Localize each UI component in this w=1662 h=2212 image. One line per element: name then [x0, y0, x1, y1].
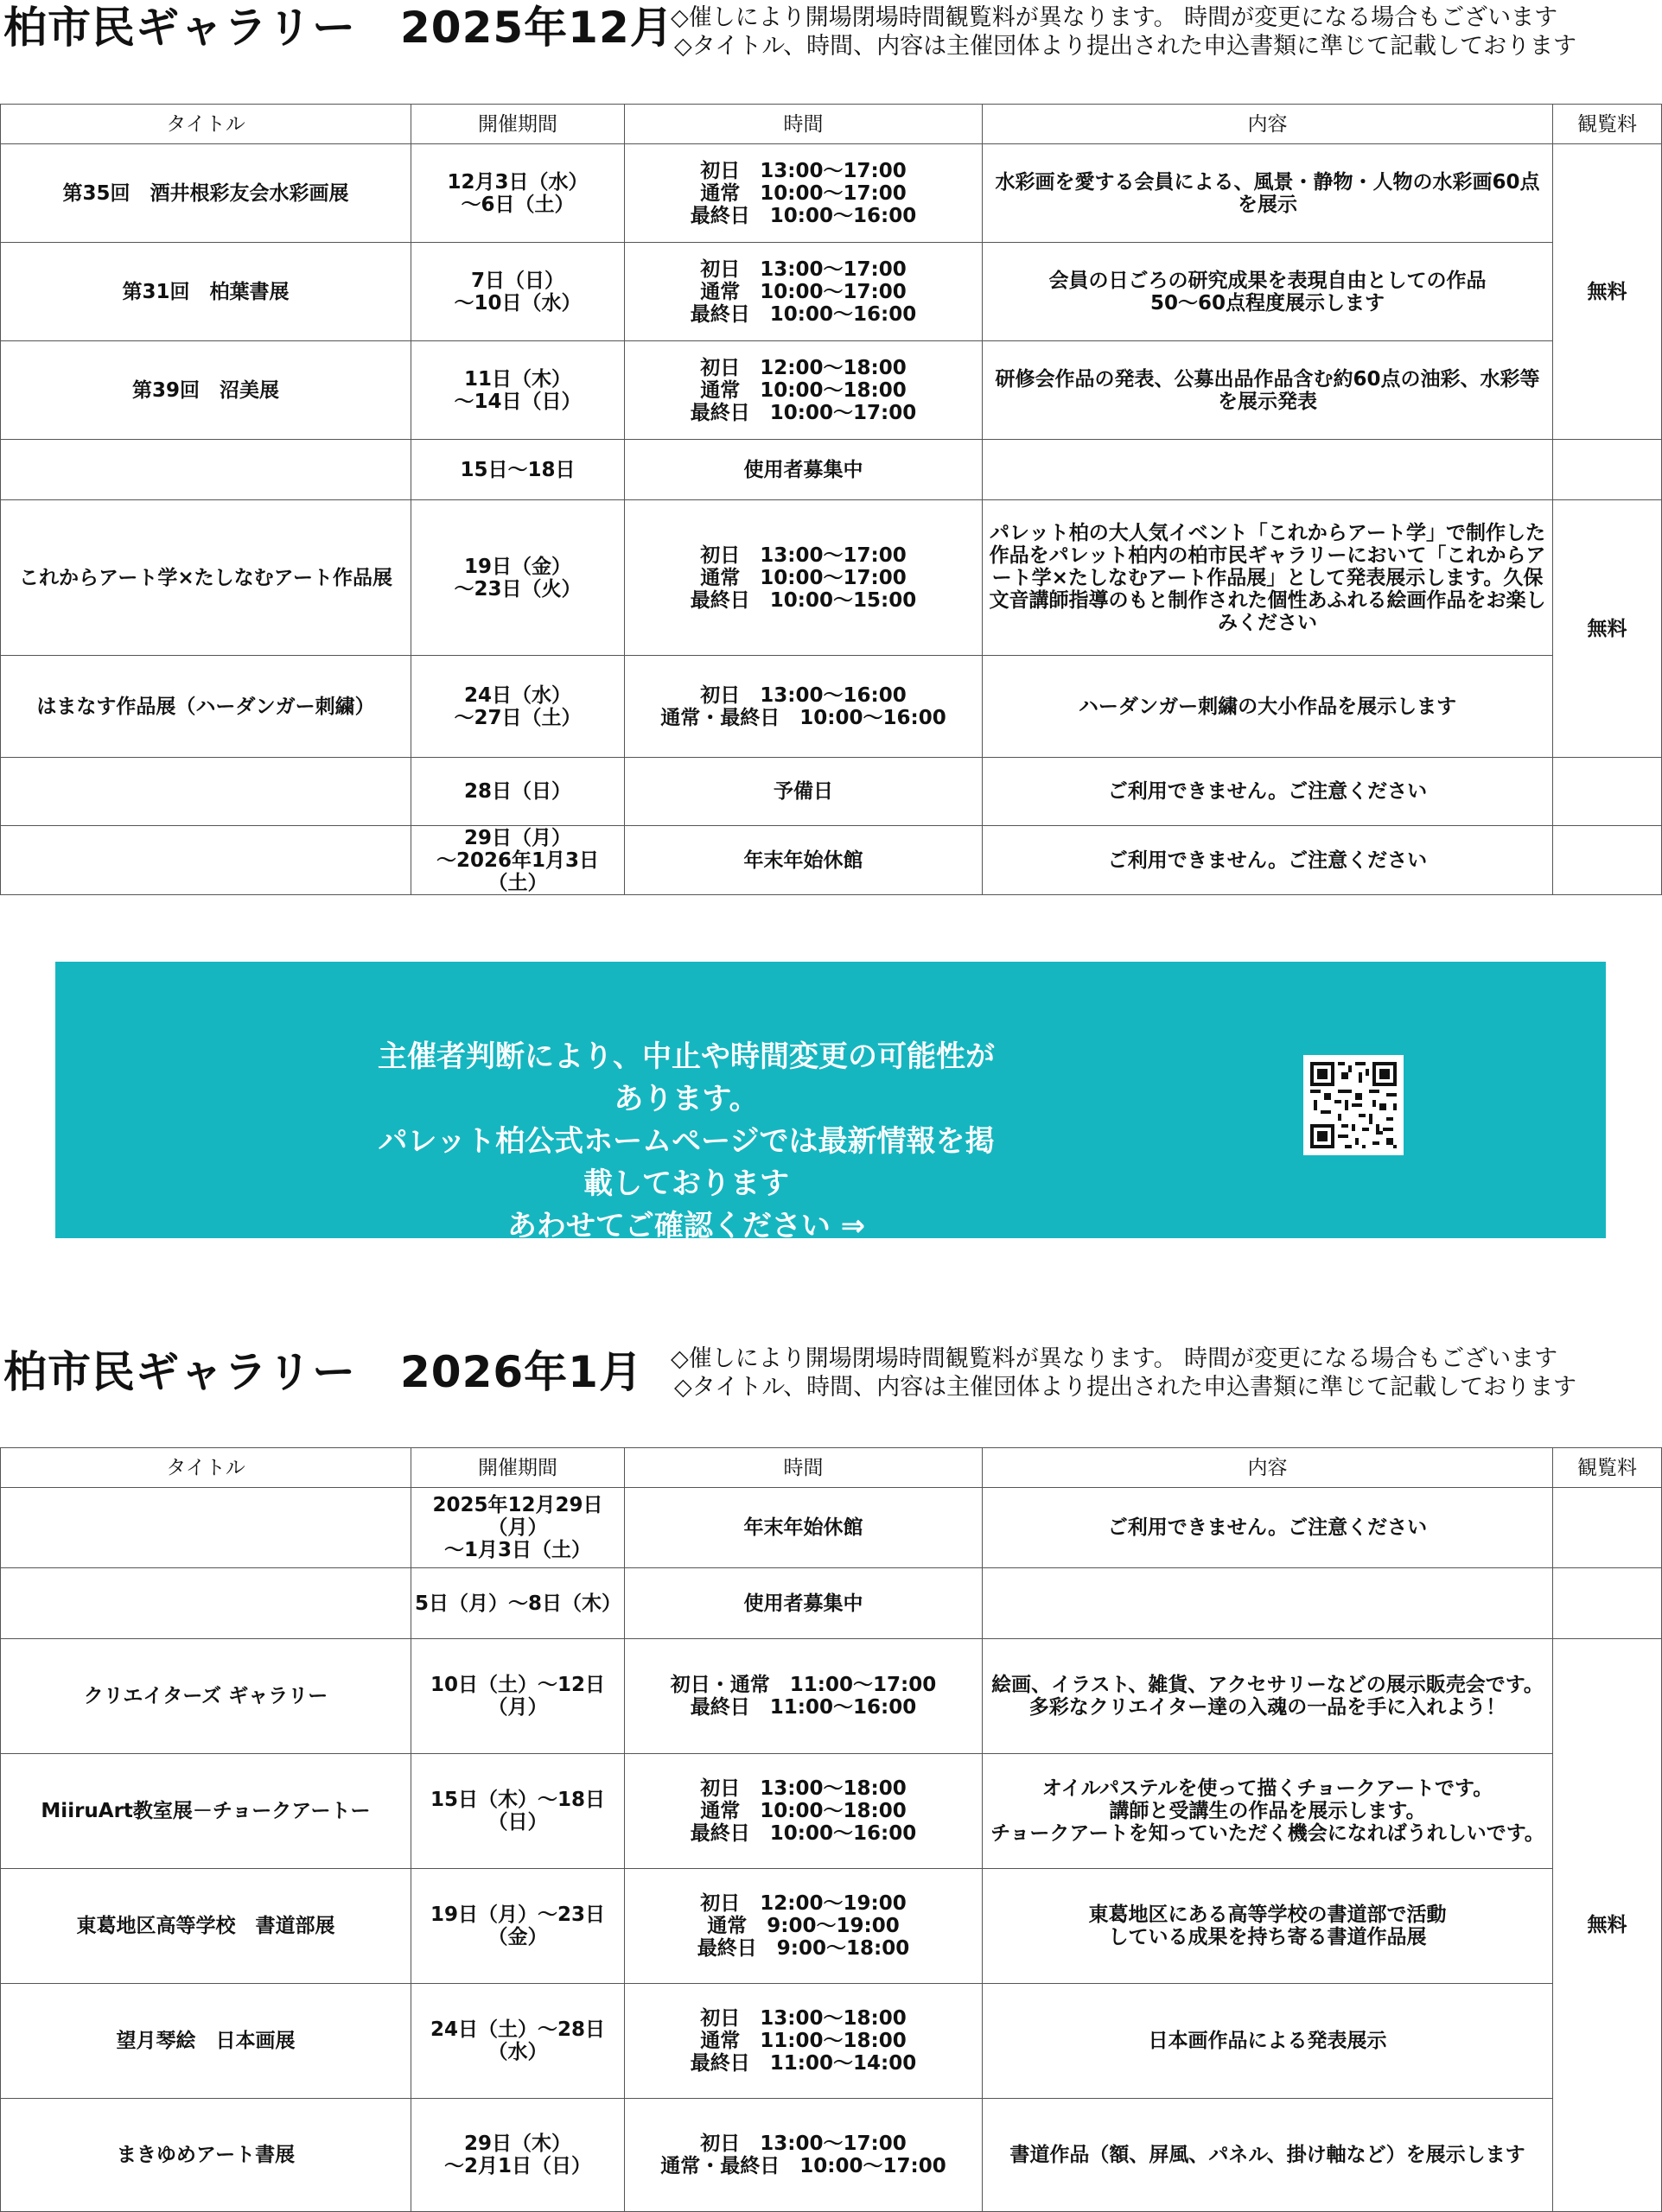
event-content: ご利用できません。ご注意ください — [983, 826, 1553, 895]
event-time: 初日 13:00～16:00 通常・最終日 10:00～16:00 — [625, 656, 983, 758]
notice-banner — [55, 962, 1606, 1243]
event-time: 初日 13:00～18:00 通常 10:00～18:00 最終日 10:00～16:00 — [625, 1754, 983, 1869]
header-fee: 観覧料 — [1553, 105, 1662, 144]
header-period: 開催期間 — [411, 1448, 625, 1488]
banner-line-2: パレット柏公式ホームページでは最新情報を掲載しております — [378, 1124, 995, 1201]
table-row — [1, 440, 1662, 500]
event-title: クリエイターズ ギャラリー — [1, 1639, 411, 1754]
event-time: 初日 12:00～18:00 通常 10:00～18:00 最終日 10:00～17:00 — [625, 341, 983, 440]
event-time: 初日 13:00～17:00 通常 10:00～17:00 最終日 10:00～15:00 — [625, 500, 983, 656]
event-fee-empty — [1553, 440, 1662, 500]
note-line-2: ◇タイトル、時間、内容は主催団体より提出された申込書類に準じて記載しております — [674, 1374, 1577, 1401]
header-title: タイトル — [1, 1448, 411, 1488]
event-fee-empty — [1553, 826, 1662, 895]
event-title: MiiruArt教室展－チョークアートー — [1, 1754, 411, 1869]
event-fee-empty — [1553, 758, 1662, 826]
table-row — [1, 2099, 1662, 2212]
page-title-january: 柏市民ギャラリー 2026年1月 — [3, 1347, 643, 1397]
event-period: 24日（水） ～27日（土） — [411, 656, 625, 758]
event-fee-empty — [1553, 1568, 1662, 1639]
event-time: 初日 13:00～17:00 通常 10:00～17:00 最終日 10:00～16:00 — [625, 243, 983, 341]
notes-january — [671, 1344, 1576, 1402]
event-title: 望月琴絵 日本画展 — [1, 1984, 411, 2099]
event-content: 書道作品（額、屏風、パネル、掛け軸など）を展示します — [983, 2099, 1553, 2212]
event-time: 年末年始休館 — [625, 826, 983, 895]
schedule-table-january — [0, 1447, 1662, 2212]
event-period: 5日（月）～8日（木） — [411, 1568, 625, 1639]
header-period: 開催期間 — [411, 105, 625, 144]
table-row — [1, 1639, 1662, 1754]
event-title: これからアート学×たしなむアート作品展 — [1, 500, 411, 656]
notes-december — [671, 3, 1576, 60]
event-time: 使用者募集中 — [625, 440, 983, 500]
event-title — [1, 1488, 411, 1568]
event-fee: 無料 — [1553, 500, 1662, 758]
table-row — [1, 826, 1662, 895]
banner-line-3: あわせてご確認ください ⇒ — [506, 1209, 866, 1243]
event-period: 15日～18日 — [411, 440, 625, 500]
event-content: 東葛地区にある高等学校の書道部で活動 している成果を持ち寄る書道作品展 — [983, 1869, 1553, 1984]
event-time: 予備日 — [625, 758, 983, 826]
event-period: 29日（月） ～2026年1月3日（土） — [411, 826, 625, 895]
event-content: 日本画作品による発表展示 — [983, 1984, 1553, 2099]
header-time: 時間 — [625, 105, 983, 144]
event-time: 初日 12:00～19:00 通常 9:00～19:00 最終日 9:00～18:00 — [625, 1869, 983, 1984]
table-row — [1, 1568, 1662, 1639]
event-period: 10日（土）～12日（月） — [411, 1639, 625, 1754]
event-period: 15日（木）～18日（日） — [411, 1754, 625, 1869]
event-content: 会員の日ごろの研究成果を表現自由としての作品 50～60点程度展示します — [983, 243, 1553, 341]
header-title: タイトル — [1, 105, 411, 144]
header-content: 内容 — [983, 105, 1553, 144]
table-header-row — [1, 105, 1662, 144]
event-time: 初日 13:00～17:00 通常 10:00～17:00 最終日 10:00～16:00 — [625, 144, 983, 243]
event-period: 24日（土）～28日（水） — [411, 1984, 625, 2099]
event-period: 28日（日） — [411, 758, 625, 826]
table-row — [1, 243, 1662, 341]
page-title-december: 柏市民ギャラリー 2025年12月 — [3, 3, 674, 53]
banner-text — [366, 1036, 1006, 1248]
event-time: 初日 13:00～17:00 通常・最終日 10:00～17:00 — [625, 2099, 983, 2212]
table-row — [1, 144, 1662, 243]
event-content — [983, 440, 1553, 500]
event-content: ハーダンガー刺繍の大小作品を展示します — [983, 656, 1553, 758]
table-row — [1, 1869, 1662, 1984]
event-title: 第31回 柏葉書展 — [1, 243, 411, 341]
table-row — [1, 1754, 1662, 1869]
table-row — [1, 656, 1662, 758]
event-content: パレット柏の大人気イベント「これからアート学」で制作した作品をパレット柏内の柏市民ギャラリーにおいて「これからアート学×たしなむアート作品展」として発表展示します。久保文音講師指導のもと制作された個性あふれる絵画作品をお楽しみください — [983, 500, 1553, 656]
event-title: はまなす作品展（ハーダンガー刺繍） — [1, 656, 411, 758]
event-time: 使用者募集中 — [625, 1568, 983, 1639]
event-title — [1, 758, 411, 826]
event-title — [1, 440, 411, 500]
event-title — [1, 826, 411, 895]
event-title: まきゆめアート書展 — [1, 2099, 411, 2212]
event-fee-empty — [1553, 1488, 1662, 1568]
schedule-table-december — [0, 104, 1662, 895]
table-row — [1, 1488, 1662, 1568]
event-content — [983, 1568, 1553, 1639]
event-period: 19日（月）～23日（金） — [411, 1869, 625, 1984]
event-content: オイルパステルを使って描くチョークアートです。 講師と受講生の作品を展示します。 チョークアートを知っていただく機会になればうれしいです。 — [983, 1754, 1553, 1869]
event-title — [1, 1568, 411, 1639]
qr-code-icon[interactable] — [1303, 1055, 1404, 1155]
event-title: 第35回 酒井根彩友会水彩画展 — [1, 144, 411, 243]
table-row — [1, 500, 1662, 656]
header-fee: 観覧料 — [1553, 1448, 1662, 1488]
event-period: 12月3日（水） ～6日（土） — [411, 144, 625, 243]
event-period: 29日（木） ～2月1日（日） — [411, 2099, 625, 2212]
event-content: ご利用できません。ご注意ください — [983, 1488, 1553, 1568]
note-line-1: ◇催しにより開場閉場時間観覧料が異なります。 時間が変更になる場合もございます — [671, 4, 1558, 31]
header-time: 時間 — [625, 1448, 983, 1488]
note-line-1: ◇催しにより開場閉場時間観覧料が異なります。 時間が変更になる場合もございます — [671, 1345, 1558, 1372]
event-fee: 無料 — [1553, 144, 1662, 440]
table-header-row — [1, 1448, 1662, 1488]
note-line-2: ◇タイトル、時間、内容は主催団体より提出された申込書類に準じて記載しております — [674, 33, 1577, 60]
event-content: 水彩画を愛する会員による、風景・静物・人物の水彩画60点を展示 — [983, 144, 1553, 243]
event-content: 研修会作品の発表、公募出品作品含む約60点の油彩、水彩等を展示発表 — [983, 341, 1553, 440]
event-content: 絵画、イラスト、雑貨、アクセサリーなどの展示販売会です。 多彩なクリエイター達の入魂の一品を手に入れよう！ — [983, 1639, 1553, 1754]
table-row — [1, 341, 1662, 440]
banner-line-1: 主催者判断により、中止や時間変更の可能性があります。 — [378, 1039, 995, 1116]
table-row — [1, 758, 1662, 826]
event-title: 東葛地区高等学校 書道部展 — [1, 1869, 411, 1984]
event-time: 年末年始休館 — [625, 1488, 983, 1568]
event-period: 7日（日） ～10日（水） — [411, 243, 625, 341]
event-content: ご利用できません。ご注意ください — [983, 758, 1553, 826]
event-period: 2025年12月29日（月） ～1月3日（土） — [411, 1488, 625, 1568]
event-period: 11日（木） ～14日（日） — [411, 341, 625, 440]
event-time: 初日 13:00～18:00 通常 11:00～18:00 最終日 11:00～14:00 — [625, 1984, 983, 2099]
event-title: 第39回 沼美展 — [1, 341, 411, 440]
event-time: 初日・通常 11:00～17:00 最終日 11:00～16:00 — [625, 1639, 983, 1754]
event-period: 19日（金） ～23日（火） — [411, 500, 625, 656]
event-fee: 無料 — [1553, 1639, 1662, 2212]
header-content: 内容 — [983, 1448, 1553, 1488]
table-row — [1, 1984, 1662, 2099]
